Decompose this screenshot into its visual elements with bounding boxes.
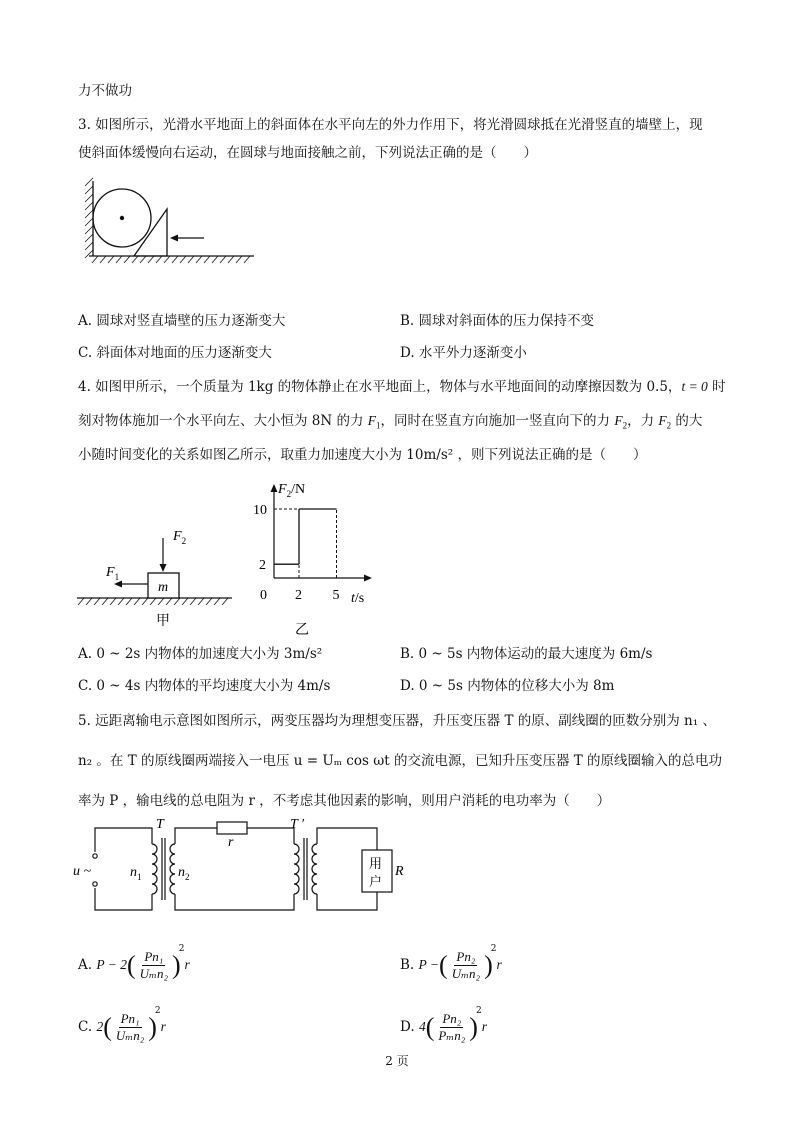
q5-b-r: r <box>496 957 502 972</box>
q5-a-lead: P − 2 <box>96 957 127 972</box>
q4-option-b[interactable]: B. 0 ~ 5s 内物体运动的最大速度为 6m/s <box>400 646 653 662</box>
q5-a-r: r <box>184 957 190 972</box>
q5-a-den: Uₘn₂ <box>139 966 169 981</box>
q3-option-a[interactable]: A. 圆球对竖直墙壁的压力逐渐变大 <box>78 313 286 329</box>
q4-line1-text: 4. 如图甲所示，一个质量为 1kg 的物体静止在水平地面上，物体与水平地面间的动摩擦因数为 0.5， <box>78 379 682 395</box>
q5-stem-line3: 率为 P ，输电线的总电阻为 r ，不考虑其他因素的影响，则用户消耗的电功率为（ ） <box>78 793 611 809</box>
q4-stem-line1 <box>78 376 726 398</box>
wire-left-bottom <box>95 888 152 910</box>
y-axis-label: $F_2/N$ <box>278 482 306 499</box>
y-tick-label: 10 <box>253 503 267 518</box>
x-tick-label: 5 <box>332 588 340 603</box>
q3-option-c[interactable]: C. 斜面体对地面的压力逐渐变大 <box>78 345 272 361</box>
line-top-right <box>247 828 294 844</box>
continued-text: 力不做功 <box>78 83 132 99</box>
terminal-bottom <box>93 882 97 886</box>
user-wire-top <box>317 828 377 850</box>
q5-b-num: Pn₂ <box>456 949 476 964</box>
q4-t0: t = 0 <box>681 379 708 394</box>
q5-b-den: Uₘn₂ <box>451 966 481 981</box>
f2-sub: 2 <box>622 420 628 431</box>
q4-line2-mid2: ，力 <box>627 413 659 429</box>
q5-d-exp: 2 <box>475 1006 482 1016</box>
q5-c-exp: 2 <box>154 1006 161 1016</box>
origin-label: 0 <box>260 588 267 603</box>
arrow-head <box>170 235 178 242</box>
mass-label: m <box>158 580 169 595</box>
q3-option-b[interactable]: B. 圆球对斜面体的压力保持不变 <box>400 313 595 329</box>
chart-plot <box>253 484 372 603</box>
q3-stem-line1: 3. 如图所示，光滑水平地面上的斜面体在水平向左的外力作用下，将光滑圆球抵在光滑竖直的墙壁上，现 <box>78 117 703 133</box>
f2-sub-2: 2 <box>666 420 672 431</box>
x-tick-label: 2 <box>295 588 302 603</box>
q3-option-d[interactable]: D. 水平外力逐渐变小 <box>400 345 527 361</box>
caption-jia: 甲 <box>156 613 170 629</box>
ball-center <box>120 216 124 220</box>
q5-d-r: r <box>481 1019 487 1034</box>
q4-figure-jia <box>72 522 242 632</box>
q5-circuit <box>72 814 412 918</box>
wire-left-top <box>95 828 152 852</box>
f2-symbol: F <box>614 413 623 428</box>
ground-hatch <box>92 256 250 263</box>
user-label-1: 用 <box>369 857 383 872</box>
t-secondary-coil <box>170 844 175 894</box>
line-bottom <box>175 894 294 910</box>
q4-line1-tail: 时 <box>707 379 726 395</box>
q4-line2-tail: 的大 <box>671 413 703 429</box>
y-axis-arrow <box>271 484 278 492</box>
q5-c-prefix: C. <box>78 1019 93 1035</box>
q5-option-c[interactable]: C. 2( $\frac{\text{Pn₁}}{\text{Uₘn₂}}$ )$^2$r <box>78 1006 166 1043</box>
q5-b-lead: P − <box>418 957 440 972</box>
q5-c-num: Pn₁ <box>120 1011 140 1026</box>
x-axis-arrow <box>364 575 372 582</box>
q5-c-den: Uₘn₂ <box>115 1028 145 1043</box>
q4-option-c[interactable]: C. 0 ~ 4s 内物体的平均速度大小为 4m/s <box>78 678 331 694</box>
caption-yi: 乙 <box>295 622 309 636</box>
terminal-top <box>93 854 97 858</box>
q5-b-prefix: B. <box>400 957 415 973</box>
q4-chart-yi <box>244 476 384 636</box>
q5-a-exp: 2 <box>178 944 185 954</box>
r-load-label: R <box>395 864 404 879</box>
user-wire-bottom <box>317 892 377 910</box>
q5-option-d[interactable]: D. 4( $\frac{\text{Pn₂}}{\text{Pₘn₂}}$ )$^2$r <box>400 1006 487 1043</box>
q4-option-a[interactable]: A. 0 ~ 2s 内物体的加速度大小为 3m/s² <box>78 646 323 662</box>
line-top-left <box>175 828 217 844</box>
q4-option-d[interactable]: D. 0 ~ 5s 内物体的位移大小为 8m <box>400 678 615 694</box>
q5-d-num: Pn₂ <box>442 1011 462 1026</box>
q5-b-exp: 2 <box>490 944 497 954</box>
q5-option-b[interactable]: B. P −( $\frac{\text{Pn₂}}{\text{Uₘn₂}}$ )$^2$r <box>400 944 502 981</box>
r-label: r <box>228 835 234 850</box>
q5-a-num: Pn₁ <box>144 949 164 964</box>
t2-secondary-coil <box>312 844 317 894</box>
f1-label: $F_1$ <box>106 565 120 582</box>
q5-d-prefix: D. <box>400 1019 415 1035</box>
f2-arrow-head <box>160 564 167 572</box>
q4-stem-line3: 小随时间变化的关系如图乙所示，取重力加速度大小为 10m/s² ，则下列说法正确的是（ ） <box>78 447 647 463</box>
user-label-2: 户 <box>369 875 383 890</box>
t-primary-coil <box>152 844 157 894</box>
u-source-label: u ~ <box>73 864 92 879</box>
q5-c-lead: 2 <box>96 1019 104 1034</box>
t2-primary-coil <box>294 844 299 894</box>
f1-sub: 1 <box>376 420 381 431</box>
q4-line2-text: 刻对物体施加一个水平向左、大小恒为 8N 的力 <box>78 413 368 429</box>
q5-d-den: Pₘn₂ <box>438 1028 466 1043</box>
q5-stem-line1: 5. 远距离输电示意图如图所示，两变压器均为理想变压器，升压变压器 T 的原、副线圈的匝数分别为 n₁ 、 <box>78 713 716 729</box>
wall-hatch <box>85 178 93 258</box>
f2-symbol-2: F <box>658 413 667 428</box>
t-prime-label: T ′ <box>290 817 305 832</box>
n2-label: $n_2$ <box>178 865 190 882</box>
f2-label: $F_2$ <box>173 529 187 546</box>
q4-stem-line2 <box>78 410 702 437</box>
t-label: T <box>156 817 164 832</box>
q4-line2-mid: ，同时在竖直方向施加一竖直向下的力 <box>380 413 615 429</box>
q5-option-a[interactable]: A. P − 2( $\frac{\text{Pn₁}}{\text{Uₘn₂}}$ )$^2$r <box>78 944 190 981</box>
page-number: 2 页 <box>385 1054 409 1068</box>
f1-symbol: F <box>367 413 377 428</box>
ground-hatch <box>78 598 228 605</box>
q3-figure <box>84 176 264 266</box>
q5-c-r: r <box>160 1019 166 1034</box>
resistor-r <box>217 822 247 834</box>
q5-stem-line2: n₂ 。在 T 的原线圈两端接入一电压 u = Uₘ cos ωt 的交流电源，已知升压变压器 T 的原线圈输入的总电功 <box>78 753 723 769</box>
q5-a-prefix: A. <box>78 957 93 973</box>
q5-d-lead: 4 <box>418 1019 426 1034</box>
n1-label: $n_1$ <box>130 865 142 882</box>
x-axis-label: t/s <box>351 591 365 606</box>
q3-stem-line2: 使斜面体缓慢向右运动，在圆球与地面接触之前，下列说法正确的是（ ） <box>78 145 537 161</box>
y-tick-label: 2 <box>259 558 266 574</box>
